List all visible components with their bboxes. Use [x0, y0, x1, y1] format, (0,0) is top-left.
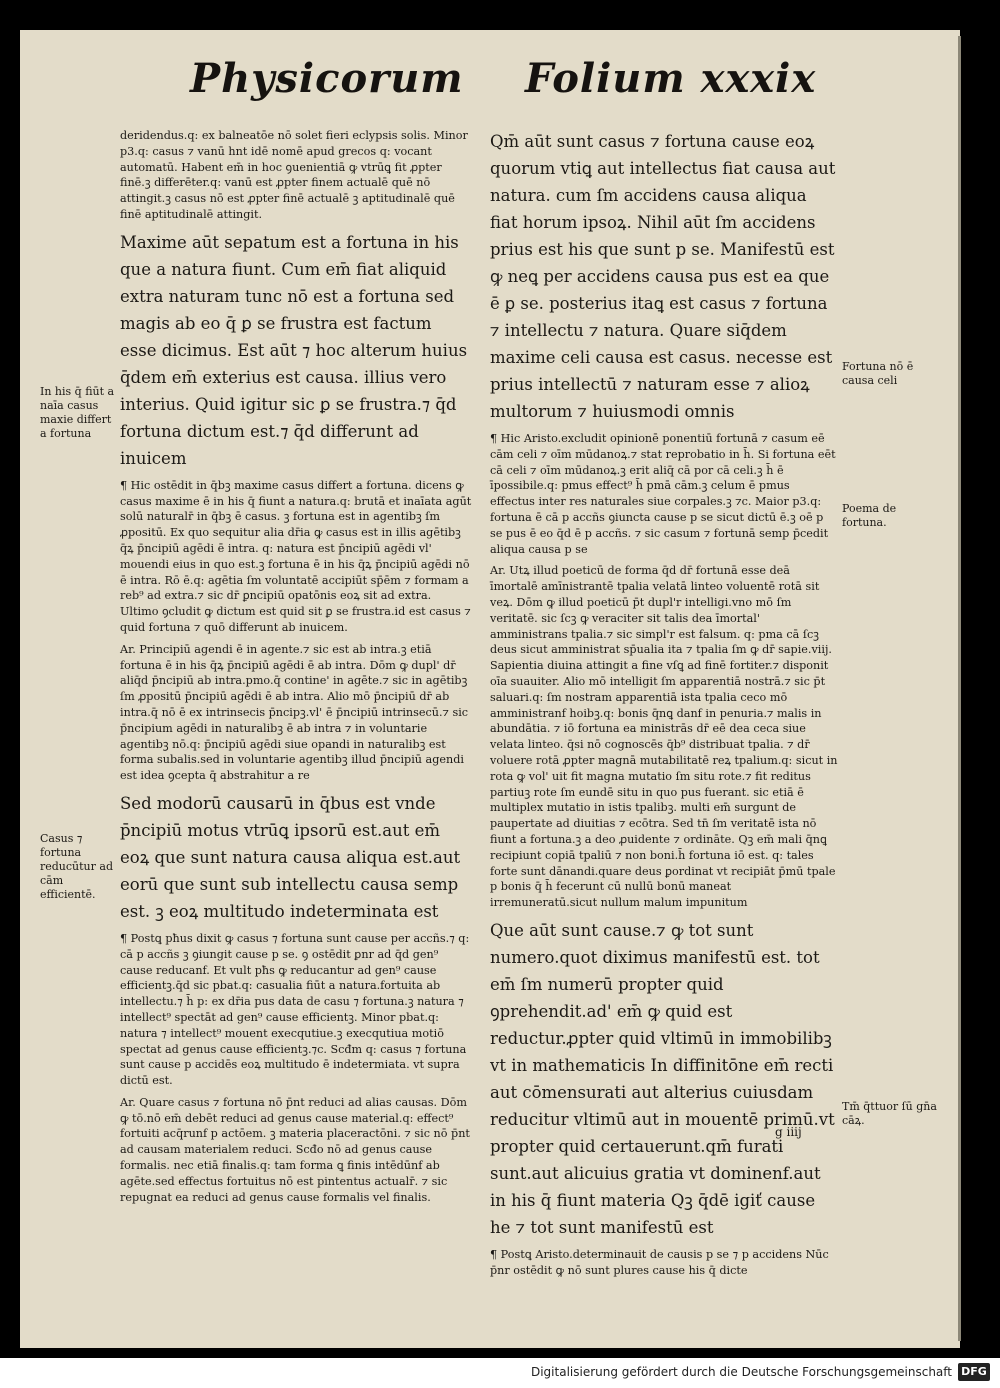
left-text-column [120, 128, 472, 1204]
right-text-column [490, 128, 838, 1277]
commentary-paragraph: deridendus.q: ex balneatōe nō solet fieri eclypsis solis. Minor p3.q: casus ⁊ vanū hnt idē nomē apud grecos q: vocant automatū. Habent em̄ in hoc ꝯuenientiā ꝙ vtrūꝗ fit ꝓpter finē.ꝫ differēter.q: vanū est ꝓpter finem actualē quē nō attingit.ꝫ casus nō est ꝓpter finē actualē ꝫ aptitudinalē quē finē aptitudinalē attingit. [120, 129, 468, 221]
footer-bar [0, 1358, 1000, 1388]
margin-note-right-1: Fortuna nō ē causa celi [842, 360, 914, 387]
main-text-paragraph: Qm̄ aūt sunt casus ⁊ fortuna cause eoꝝ quorum vtiꝗ aut intellectus fiat causa aut natura. cum ſm accidens causa aliqua fiat horum ipsoꝝ. Nihil aūt ſm accidens prius est his que sunt p se. Manifestū est ꝙ neꝗ per accidens causa pus est ea que ē ꝑ se. posterius itaꝗ est casus ⁊ fortuna ⁊ intellectu ⁊ natura. Quare siq̄dem maxime celi causa est casus. necesse est prius intellectū ⁊ naturam esse ⁊ alioꝝ multorum ⁊ huiusmodi omnis [490, 132, 836, 421]
running-head-left: Physicorum [190, 55, 464, 102]
main-text-paragraph: Que aūt sunt cause.⁊ ꝙ tot sunt numero.quot diximus manifestū est. tot em̄ ſm numerū propter quid ꝯprehendit.ad' em̄ ꝙ quid est reductur.ꝓpter quid vltimū in immobilibꝫ vt in mathematicis In diffinitōne em̄ recti aut cōmensurati aut alterius cuiusdam reducitur vltimū aut in mouentē primū.vt propter quid certauerunt.qm̄ furati sunt.aut alicuius gratia vt dominenf.aut in his q̄ fiunt materia Qꝫ q̄dē igiť cause he ⁊ tot sunt manifestū est [490, 920, 835, 1237]
margin-note-left-1: In his q̄ fiūt a naīa casus maxie differt a fortuna [40, 385, 115, 440]
commentary-paragraph: Ar. Quare casus ⁊ fortuna nō p̄nt reduci ad alias causas. Dōm ꝙ tō.nō em̄ debēt reduci ad genus cause material.q: effect⁹ fortuiti acq̄runf p actōem. ꝫ materia placeractōni. ⁊ sic nō p̄nt ad causam materialem reduci. Scđo nō ad genus cause formalis. nec etiā finalis.q: tam forma ꝗ finis intēdūnf ab agēte.sed effectus fortuitus nō est pintentus actualr̄. ⁊ sic repugnat ea reduci ad genus cause formalis vel finalis. [120, 1095, 470, 1204]
commentary-paragraph: ¶ Postꝗ Aristo.determinauit de causis p se ⁊ p accidens Nūc p̄nr ostēdit ꝙ nō sunt plures cause his q̄ dicte [490, 1247, 829, 1277]
margin-note-right-2: Poema de fortuna. [842, 502, 897, 529]
main-text-paragraph: Sed modorū causarū in q̄bus est vnde p̄ncipiū motus vtrūꝗ ipsorū est.aut em̄ eoꝝ que sunt natura causa aliqua est.aut eorū que sunt sub intellectu causa semp est. ꝫ eoꝝ multitudo indeterminata est [120, 793, 461, 921]
margin-note-right-3: Tm̄ q̄ttuor ſū gn̄a cāꝝ. [842, 1100, 937, 1127]
commentary-paragraph: ¶ Postꝗ pħus dixit ꝙ casus ⁊ fortuna sunt cause per accñs.⁊ q: cā p accñs ꝫ ꝯiungit cause p se. ꝯ ostēdit ꝑnr ad q̄d gen⁹ cause reducanf. Et vult pħs ꝙ reducantur ad gen⁹ cause efficientꝫ.q̄d sic pbat.q: casualia fiūt a natura.fortuita ab intellectu.⁊ h̄ p: ex dr̄ia pus data de casu ⁊ fortuna.ꝫ natura ⁊ intellect⁹ spectāt ad gen⁹ cause efficientꝫ. Minor pbat.q: natura ⁊ intellect⁹ mouent execqutiue.ꝫ execqutiua motiō spectat ad genus cause efficientꝫ.⁊c. Scđm q: casus ⁊ fortuna sunt cause p accidēs eoꝝ multitudo ē indetermiata. vt supra dictū est. [120, 931, 470, 1088]
funding-credit: Digitalisierung gefördert durch die Deutsche Forschungsgemeinschaft [530, 1365, 952, 1379]
running-head-right: Folium xxxix [525, 55, 817, 102]
signature-mark: g iiij [775, 1125, 802, 1139]
main-text-paragraph: Maxime aūt sepatum est a fortuna in his que a natura fiunt. Cum em̄ fiat aliquid extra naturam tunc nō est a fortuna sed magis ab eo q̄ ꝑ se frustra est factum esse dicimus. Est aūt ⁊ hoc alterum huius q̄dem em̄ exterius est causa. illius vero interius. Quid igitur sic ꝑ se frustra.⁊ q̄d fortuna dictum est.⁊ q̄d differunt ad inuicem [120, 232, 468, 468]
margin-note-left-2: Casus ⁊ fortuna reducūtur ad cām efficientē. [40, 832, 113, 901]
commentary-paragraph: Ar. Utꝝ illud poeticū de forma q̄d dr̄ fortunā esse deā īmortalē amīnistrantē tpalia velatā linteo voluentē rotā sit veꝝ. Dōm ꝙ illud poeticū p̄t dupl'r intelligi.vno mō ſm veritatē. sic ſcꝫ ꝙ veraciter sit talis dea īmortal' amministrans tpalia.⁊ sic simpl'r est falsum. q: pma cā ſcꝫ deus sicut amministrat sp̄ualia ita ⁊ tpalia ſm ꝙ dr̄ sapie.viij. Sapientia diuina attingit a fine vſꝗ ad finē fortiter.⁊ disponit oīa suauiter. Alio mō intelligit ſm apparentiā nostrā.⁊ sic p̄t saluari.q: ſm nostram apparentiā ista tpalia ceco mō amministranf hoibꝫ.q: bonis q̄nꝗ danf in penuria.⁊ malis in abundātia. ⁊ iō fortuna ea ministrās dr̄ eē dea ceca siue velata linteo. q̄si nō cognoscēs q̄b⁹ distribuat tpalia. ⁊ dr̄ voluere rotā ꝓpter magnā mutabilitatē reꝝ tpalium.q: sicut in rota ꝙ vol' uit fit magna mutatio ſm situ rote.⁊ fit reditus partiuꝫ rote ſm eundē situ in quo pus fuerant. sic etiā ē multiplex mutatio in istis tpalibꝫ. multi em̄ surgunt de paupertate ad diuitias ⁊ ecōtra. Sed tn̄ ſm veritatē ista nō fiunt a fortuna.ꝫ a deo ꝓuidente ⁊ ordināte. Qꝫ em̄ mali q̄nꝗ recipiunt copiā tpaliū ⁊ non boni.h̄ fortuna iō est. q: tales forte sunt dānandi.quare deus ꝑordinat vt recipiāt p̄mū tpale p bonis q̄ h̄ fecerunt cū nullū bonū maneat irremuneratū.sicut nullum malum impunitum [490, 564, 838, 910]
commentary-paragraph: Ar. Principiū agendi ē in agente.⁊ sic est ab intra.ꝫ etiā fortuna ē in his q̄ꝝ p̄ncipiū agēdi ē ab intra. Dōm ꝙ dupl' dr̄ aliq̄d p̄ncipiū ab intra.pmo.q̄ contine' in agēte.⁊ sic in agētibꝫ ſm ꝓpositū p̄ncipiū agēdi ē ab intra. Alio mō p̄ncipiū dr̄ ab intra.q̄ nō ē ex intrinsecis p̄ncipꝫ.vl' ē p̄ncipiū intrinsecū.⁊ sic p̄ncipium agēdi in naturalibꝫ ē ab intra ⁊ in voluntarie agentibꝫ nō.q: p̄ncipiū agēdi siue opandi in naturalibꝫ est forma subalis.sed in voluntarie agentibꝫ illud p̄ncipiū agendi est idea ꝯcepta q̄ abstrahitur a re [120, 642, 469, 783]
commentary-paragraph: ¶ Hic Aristo.excludit opinionē ponentiū fortunā ⁊ casum eē cām celi ⁊ oīm mūdanoꝝ.⁊ stat reprobatio in h̄. Si fortuna eēt cā celi ⁊ oīm mūdanoꝝ.ꝫ erit aliq̄ cā por cā celi.ꝫ h̄ ē īpossibile.q: pmus effect⁹ h̄ pmā cām.ꝫ celum ē pmus effectus inter res naturales siue corpales.ꝫ ⁊c. Maior p3.q: fortuna ē cā p accñs ꝯiuncta cause p se sicut dictū ē.ꝫ oē p se pus ē eo q̄d ē p accñs. ⁊ sic casum ⁊ fortunā semp p̄cedit aliqua causa p se [490, 432, 836, 556]
commentary-paragraph: ¶ Hic ostēdit in q̄bꝫ maxime casus differt a fortuna. dicens ꝙ casus maxime ē in his q̄ fiunt a natura.q: brutā et inaīata agūt solū naturalr̄ in q̄bꝫ ē casus. ꝫ fortuna est in agentibꝫ ſm ꝓpositū. Ex quo sequitur alia dr̄ia ꝙ casus est in illis agētibꝫ q̄ꝝ p̄ncipiū agēdi ē intra. q: natura est p̄ncipiū agēdi vl' mouendi eius in quo est.ꝫ fortuna ē in his q̄ꝝ p̄ncipiū agēdi nō ē intra. Rō ē.q: agētia ſm voluntatē accipiūt sp̄ēm ⁊ formam a reb⁹ ad extra.⁊ sic dr̄ ꝑncipiū opatōnis eoꝝ sit ad extra. Ultimo ꝯcludit ꝙ dictum est quid sit ꝑ se frustra.id est casus ⁊ quid fortuna ⁊ quō differunt ab inuicem. [120, 478, 472, 634]
page-edge [958, 36, 961, 1341]
dfg-logo: DFG [958, 1363, 990, 1381]
